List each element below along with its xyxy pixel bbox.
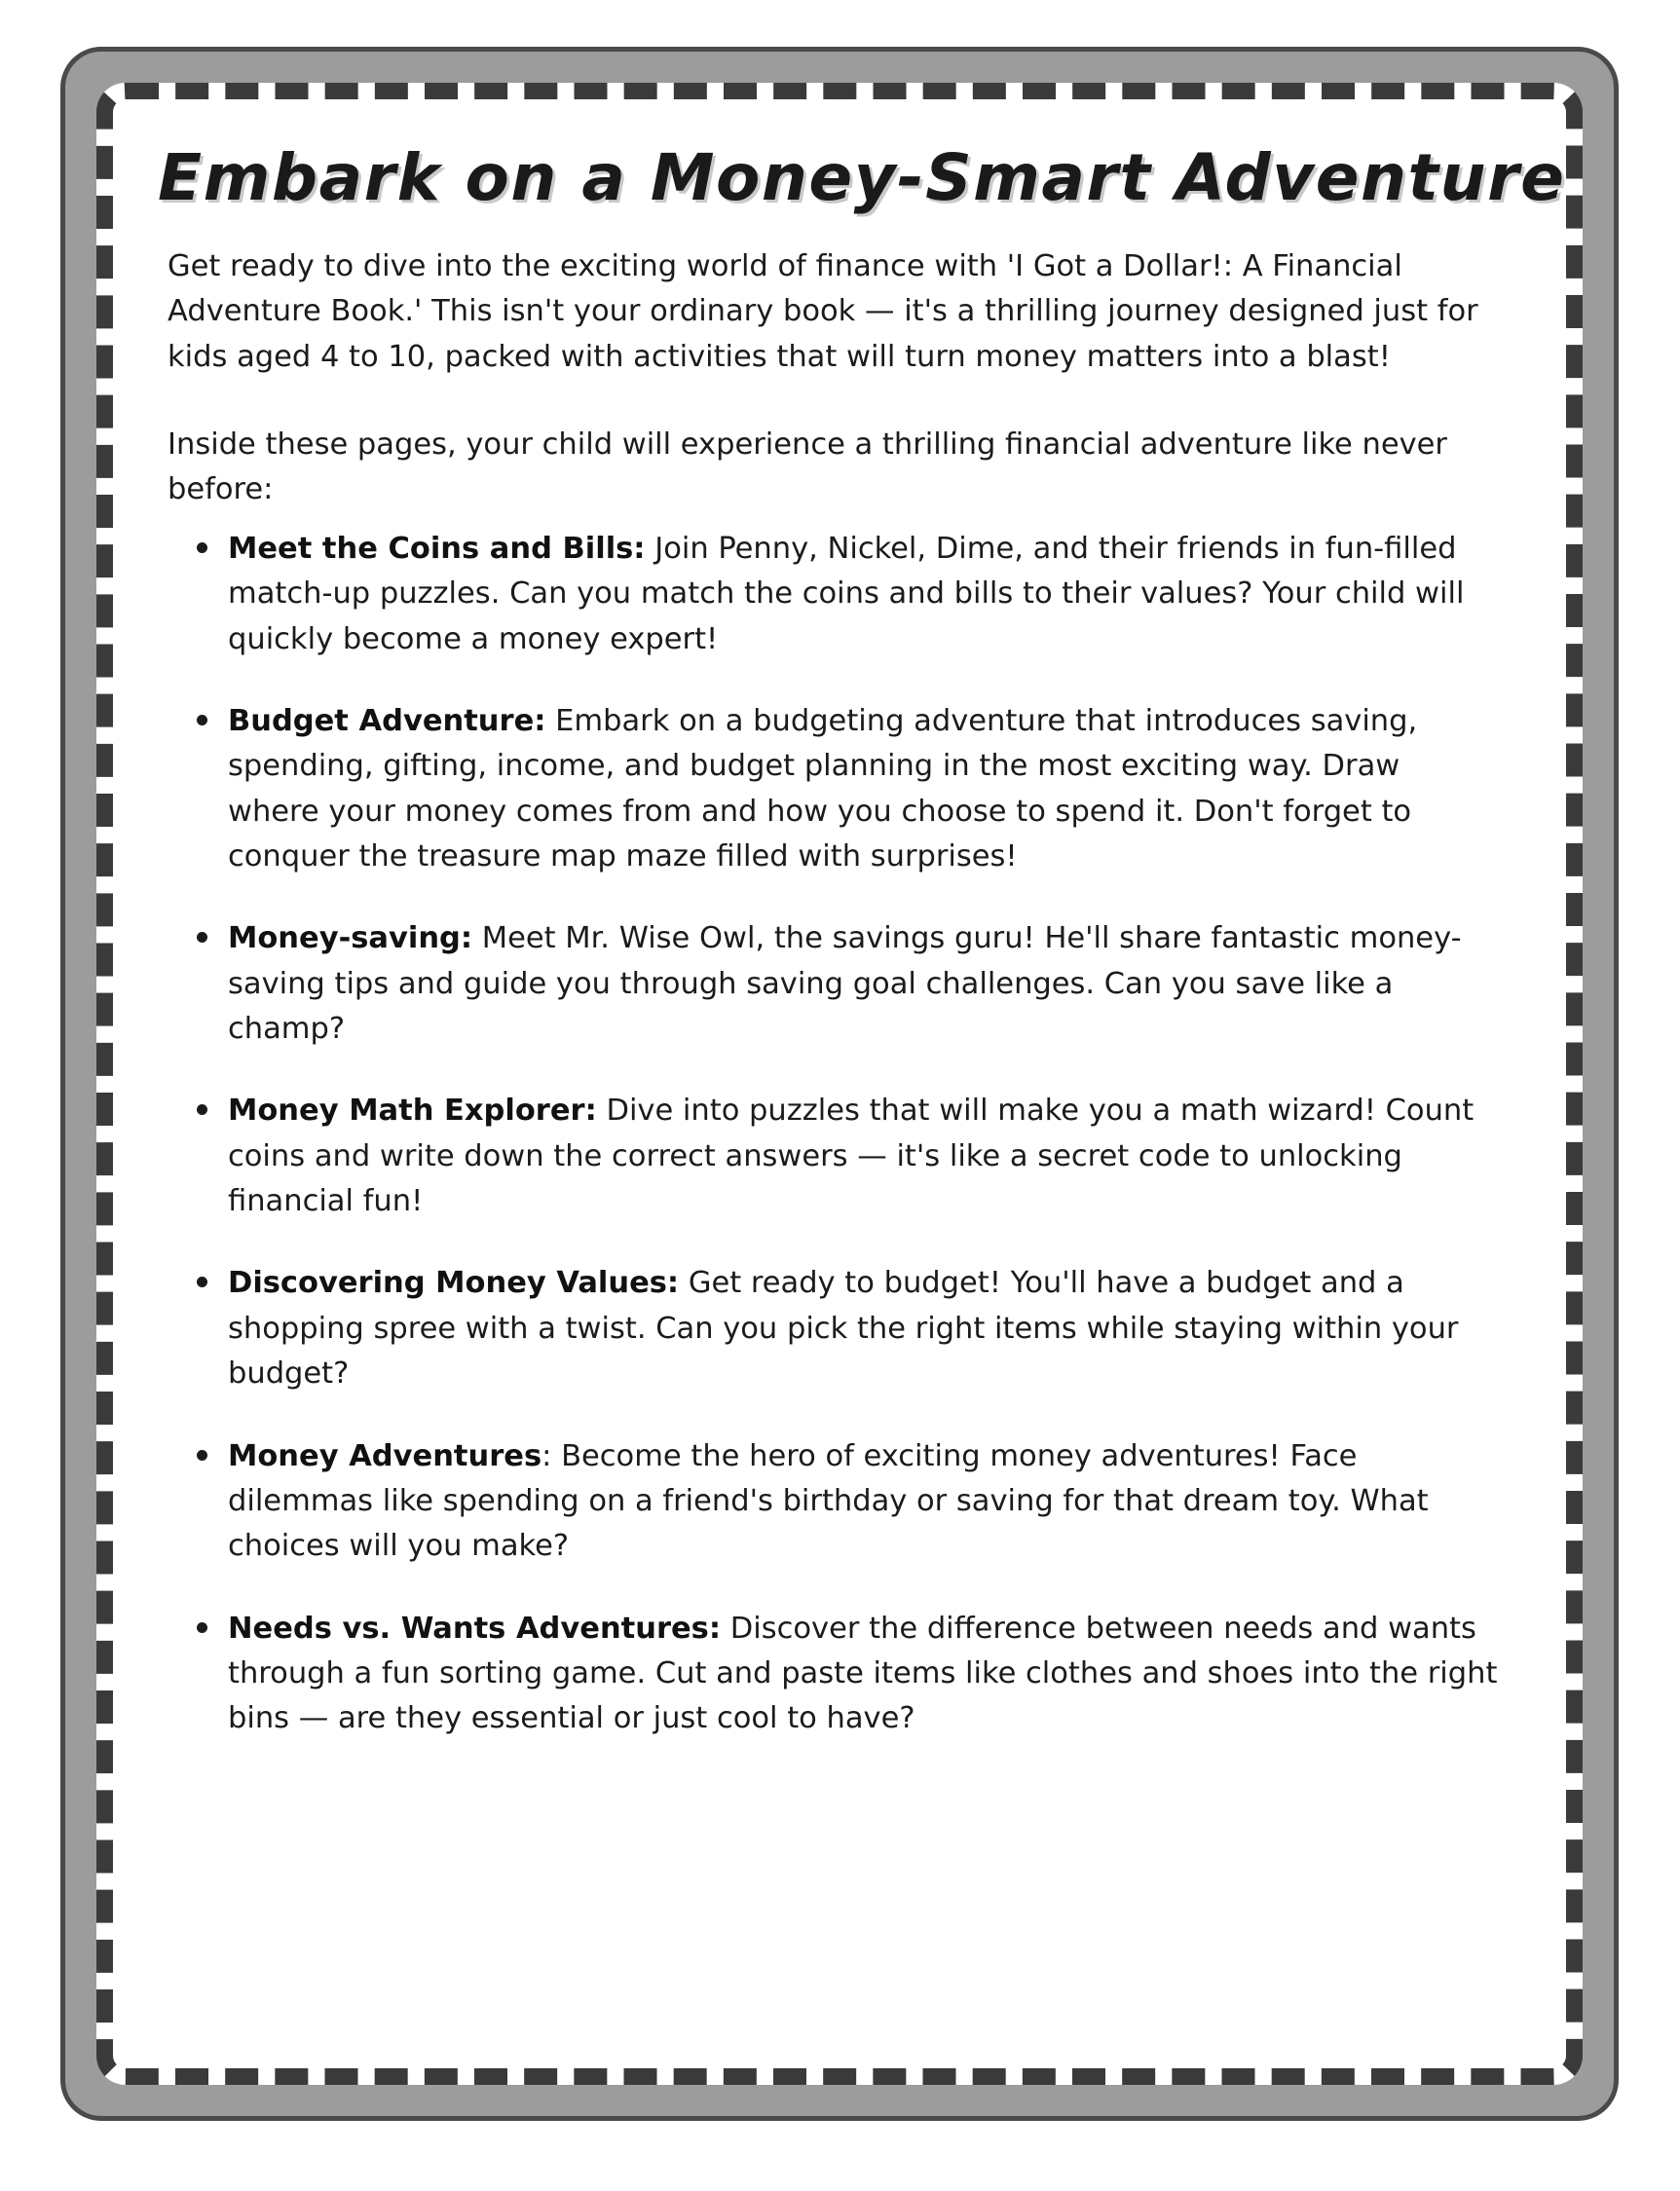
bullet-icon (197, 1622, 207, 1633)
list-item (158, 699, 1521, 879)
list-item (158, 1261, 1521, 1396)
feature-title: Budget Adventure: (228, 703, 546, 738)
feature-body: Discover the difference between needs and wants through a fun sorting game. Cut and paste items like clothes and shoes into the right bins — are they essential or just cool to have? (228, 1611, 1498, 1736)
feature-title: Money-saving: (228, 921, 473, 956)
bullet-icon (197, 932, 207, 943)
page-sheet (96, 83, 1583, 2085)
page-frame (60, 47, 1619, 2121)
list-item (158, 527, 1521, 662)
list-item (158, 916, 1521, 1052)
bullet-icon (197, 1277, 207, 1287)
feature-body: Embark on a budgeting adventure that introduces saving, spending, gifting, income, and budget planning in the most exciting way. Draw where your money comes from and how you choose to spend it. Don't forget to conquer the treasure map maze filled with surprises! (228, 703, 1418, 873)
feature-title: Discovering Money Values: (228, 1266, 680, 1301)
feature-body: : Become the hero of exciting money adventures! Face dilemmas like spending on a friend's birthday or saving for that dream toy. What choices will you make? (228, 1438, 1429, 1564)
feature-title: Meet the Coins and Bills: (228, 531, 646, 566)
list-item (158, 1434, 1521, 1570)
feature-title: Money Adventures (228, 1438, 542, 1473)
page-title: Embark on a Money-Smart Adventure (158, 140, 1566, 215)
list-item (158, 1607, 1521, 1742)
lead-in-paragraph: Inside these pages, your child will experience a thrilling financial adventure like never before: (168, 427, 1447, 507)
list-item (158, 1089, 1521, 1224)
feature-body: Dive into puzzles that will make you a math wizard! Count coins and write down the correct answers — it's like a secret code to unlocking financial fun! (228, 1094, 1475, 1219)
feature-title: Needs vs. Wants Adventures: (228, 1611, 722, 1646)
feature-body: Join Penny, Nickel, Dime, and their friends in fun-filled match-up puzzles. Can you match the coins and bills to their values? Your child will quickly become a money expert! (228, 531, 1465, 656)
document-content (113, 99, 1566, 2068)
feature-list (158, 527, 1521, 1742)
bullet-icon (197, 1104, 207, 1115)
bullet-icon (197, 715, 207, 725)
feature-body: Get ready to budget! You'll have a budget and a shopping spree with a twist. Can you pick the right items while staying within your budget? (228, 1266, 1459, 1392)
feature-title: Money Math Explorer: (228, 1094, 597, 1129)
feature-body: Meet Mr. Wise Owl, the savings guru! He'll share fantastic money-saving tips and guide you through saving goal challenges. Can you save like a champ? (228, 921, 1462, 1047)
intro-paragraph: Get ready to dive into the exciting world of finance with 'I Got a Dollar!: A Financial Adventure Book.' This isn't your ordinary book — it's a thrilling journey designed just for kids aged 4 to 10, packed with activities that will turn money matters into a blast! (168, 249, 1478, 374)
bullet-icon (197, 1450, 207, 1461)
bullet-icon (197, 542, 207, 553)
